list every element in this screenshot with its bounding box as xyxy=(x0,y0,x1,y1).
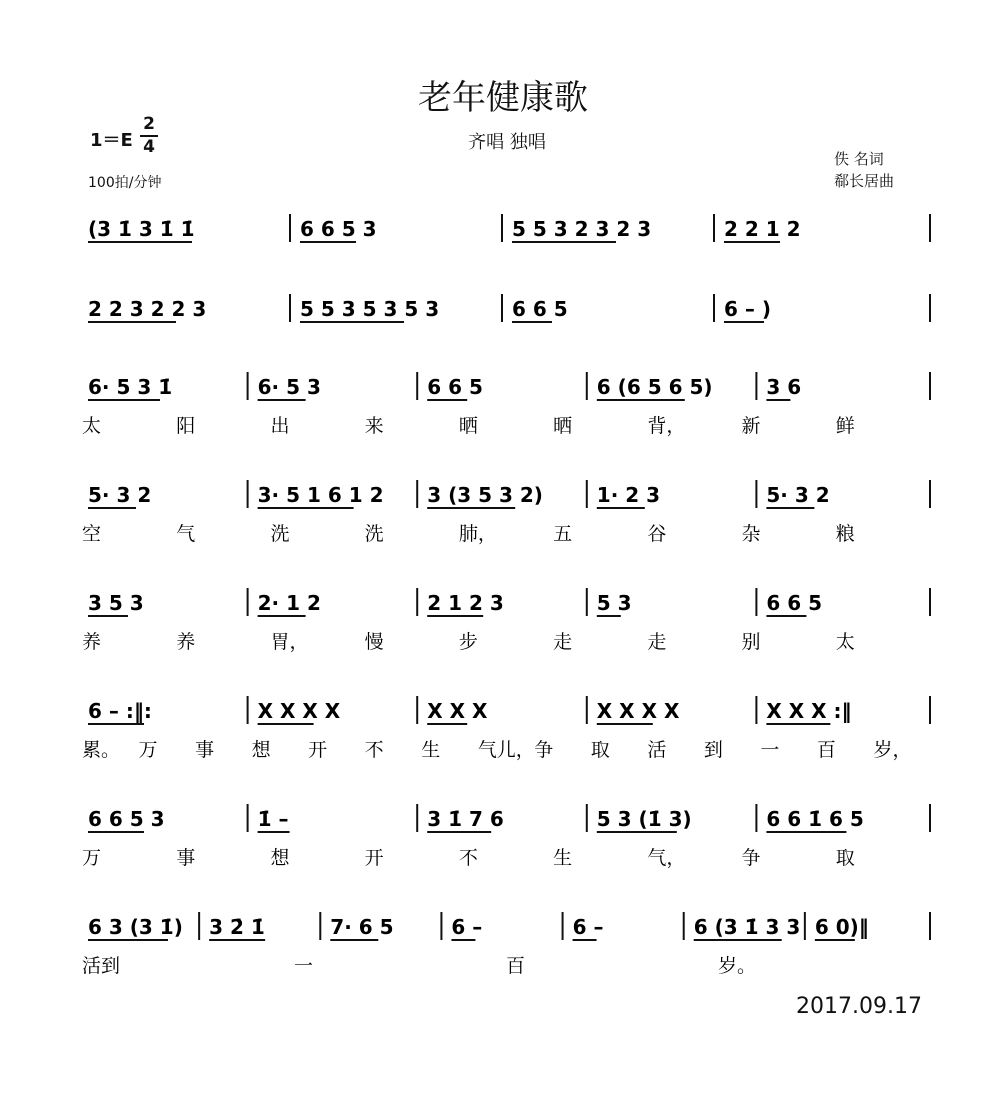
measure-notes: 6 – ) xyxy=(724,297,771,321)
lyric-syllable: 慢 xyxy=(364,631,384,653)
measure-notes: 6· 5 3 xyxy=(257,375,321,399)
measure-notes: 5 5 3 2 3 2 3 xyxy=(512,217,652,241)
lyric-syllable: 背， xyxy=(647,415,686,437)
measure-notes: 2 2 3 2 2 3 xyxy=(88,297,207,321)
lyric-syllable: 争 xyxy=(534,739,554,761)
time-signature-top: 2 xyxy=(140,114,158,137)
lyric-syllable: 开 xyxy=(308,739,328,761)
lyric-syllable: 来 xyxy=(364,415,384,437)
song-title: 老年健康歌 xyxy=(418,78,588,118)
lyric-syllable: 累。 xyxy=(82,739,121,761)
lyric-syllable: 想 xyxy=(270,847,290,869)
measure-notes: X X X X xyxy=(257,699,341,723)
lyric-syllable: 太 xyxy=(82,415,102,437)
tempo-marking: 100拍/分钟 xyxy=(88,175,162,191)
measure-notes: 6 (3 1̇ 3 3 xyxy=(693,915,801,939)
lyric-syllable: 不 xyxy=(364,739,384,761)
lyric-syllable: 气， xyxy=(647,847,686,869)
lyric-syllable: 太 xyxy=(835,631,855,653)
measure-notes: 3 5 3 xyxy=(88,591,144,615)
lyricist-credit: 佚 名词 xyxy=(834,150,884,168)
lyric-syllable: 走 xyxy=(553,631,573,653)
lyric-syllable: 鲜 xyxy=(835,415,855,437)
lyric-syllable: 争 xyxy=(741,847,761,869)
lyric-syllable: 生 xyxy=(553,847,573,869)
lyric-syllable: 杂 xyxy=(741,523,761,545)
lyric-syllable: 养 xyxy=(82,631,102,653)
lyric-syllable: 洗 xyxy=(270,523,290,545)
measure-notes: 6 6 5 xyxy=(512,297,568,321)
measure-notes: X X X xyxy=(427,699,488,723)
measure-notes: 3 1̇ 7 6 xyxy=(427,807,504,831)
lyric-syllable: 想 xyxy=(251,739,271,761)
performance-style: 齐唱 独唱 xyxy=(468,132,546,153)
measure-notes: 5 3 (1̇ 3) xyxy=(596,807,692,831)
lyric-syllable: 晒 xyxy=(553,415,573,437)
measure-notes: 5 3 xyxy=(596,591,632,615)
measure-notes: 2· 1 2 xyxy=(257,591,321,615)
lyric-syllable: 活 xyxy=(647,739,667,761)
lyric-syllable: 一 xyxy=(760,739,780,761)
lyric-syllable: 万 xyxy=(138,739,158,761)
lyric-syllable: 肺， xyxy=(458,523,497,545)
lyric-syllable: 取 xyxy=(590,739,610,761)
measure-notes: 5 5 3 5 3 5 3 xyxy=(300,297,440,321)
lyric-syllable: 一 xyxy=(294,955,314,977)
measure-notes: 3 (3 5 3 2) xyxy=(427,483,543,507)
lyric-syllable: 阳 xyxy=(176,415,196,437)
lyric-syllable: 出 xyxy=(270,415,290,437)
measure-notes: 1̇ – xyxy=(257,807,289,831)
lyric-syllable: 新 xyxy=(741,415,761,437)
measure-notes: 6 6 5 xyxy=(766,591,823,615)
measure-notes: 2 2 1 2 xyxy=(724,217,801,241)
measure-notes: 6 (6 5 6 5) xyxy=(596,375,713,399)
lyric-syllable: 别 xyxy=(741,631,761,653)
measure-notes: 6 6 1̇ 6 5 xyxy=(766,807,864,831)
measure-notes: 5· 3 2 xyxy=(766,483,830,507)
lyric-syllable: 百 xyxy=(506,955,526,977)
measure-notes: 3 6 xyxy=(766,375,802,399)
lyric-syllable: 不 xyxy=(458,847,478,869)
time-signature-bottom: 4 xyxy=(143,137,155,157)
composer-credit: 郗长居曲 xyxy=(834,172,895,190)
lyric-syllable: 空 xyxy=(82,523,102,545)
lyric-syllable: 事 xyxy=(176,847,196,869)
measure-notes: 6 – xyxy=(572,915,604,939)
measure-notes: 6 6 5 3 xyxy=(88,807,165,831)
lyric-syllable: 养 xyxy=(176,631,196,653)
lyric-syllable: 洗 xyxy=(364,523,384,545)
lyric-syllable: 五 xyxy=(553,523,573,545)
measure-notes: 7· 6 5 xyxy=(330,915,394,939)
key-signature: 1＝E xyxy=(90,130,133,151)
measure-notes: 3· 5 1 6 1 2 xyxy=(257,483,384,507)
lyric-syllable: 步 xyxy=(458,631,478,653)
measure-notes: 6 3 (3 1̇) xyxy=(88,915,183,939)
lyric-syllable: 气 xyxy=(176,523,196,545)
measure-notes: 2 1 2 3 xyxy=(427,591,504,615)
lyric-syllable: 岁， xyxy=(873,739,912,761)
measure-notes: 1· 2 3 xyxy=(596,483,661,507)
measure-notes: 6· 5 3 1̇ xyxy=(88,375,173,399)
lyric-syllable: 气儿， xyxy=(477,739,535,761)
measure-notes: 6 – :‖: xyxy=(88,699,152,723)
measure-notes: 6 – xyxy=(451,915,483,939)
lyric-syllable: 晒 xyxy=(458,415,478,437)
lyric-syllable: 取 xyxy=(835,847,855,869)
lyric-syllable: 开 xyxy=(364,847,384,869)
lyric-syllable: 万 xyxy=(82,847,102,869)
date-stamp: 2017.09.17 xyxy=(796,994,922,1019)
measure-notes: (3 1̇ 3 1̇ 1̇ xyxy=(88,217,195,241)
lyric-syllable: 百 xyxy=(816,739,836,761)
lyric-syllable: 胃， xyxy=(270,631,309,653)
lyric-syllable: 谷 xyxy=(647,523,667,545)
measure-notes: 5· 3 2 xyxy=(88,483,152,507)
lyric-syllable: 粮 xyxy=(835,523,855,545)
measure-notes: X X X :‖ xyxy=(766,699,852,723)
lyric-syllable: 岁。 xyxy=(718,955,757,977)
lyric-syllable: 活到 xyxy=(82,955,121,977)
measure-notes: 6 0)‖ xyxy=(814,915,869,939)
measure-notes: 6 6 5 xyxy=(427,375,483,399)
lyric-syllable: 事 xyxy=(195,739,215,761)
lyric-syllable: 生 xyxy=(421,739,441,761)
lyric-syllable: 走 xyxy=(647,631,667,653)
measure-notes: 3 2̇ 1̇ xyxy=(209,915,265,939)
measure-notes: X X X X xyxy=(596,699,680,723)
measure-notes: 6 6 5 3 xyxy=(300,217,377,241)
lyric-syllable: 到 xyxy=(703,739,723,761)
